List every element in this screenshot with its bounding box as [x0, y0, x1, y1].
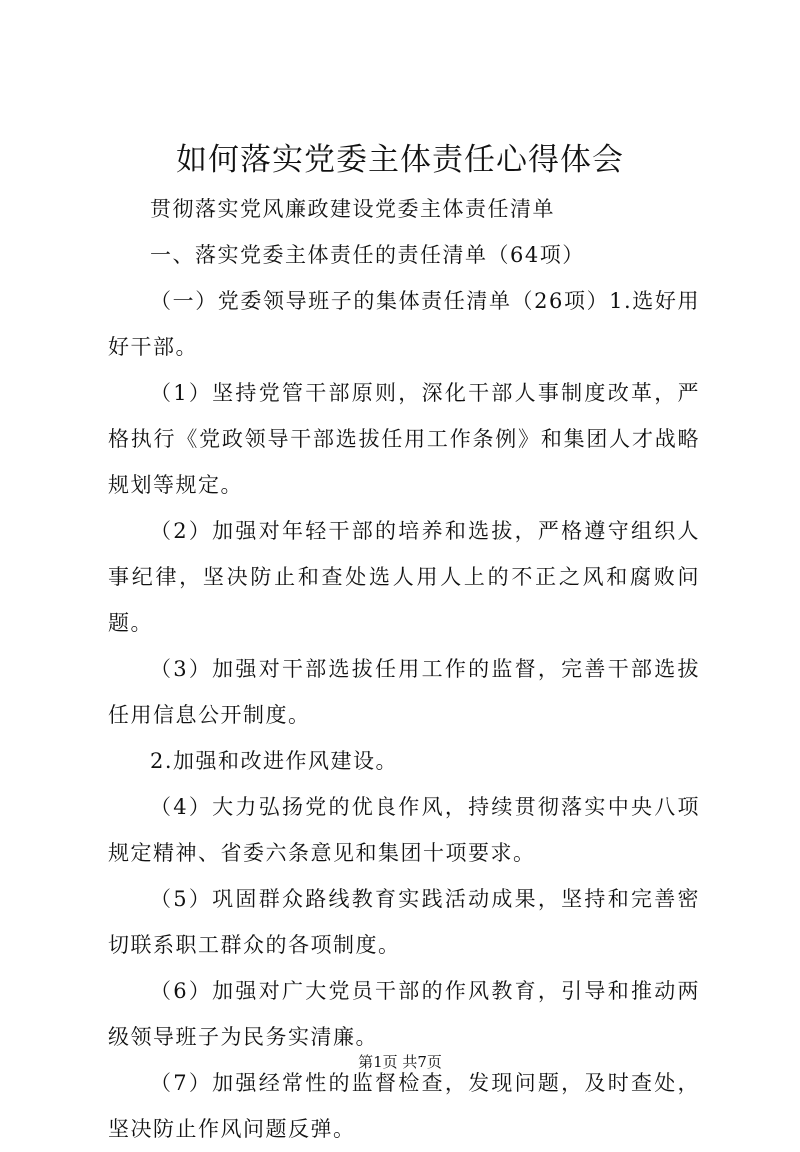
document-body: [108, 186, 700, 1152]
paragraph: （4）大力弘扬党的优良作风，持续贯彻落实中央八项规定精神、省委六条意见和集团十项要求。: [108, 795, 700, 865]
paragraph: （1）坚持党管干部原则，深化干部人事制度改革，严格执行《党政领导干部选拔任用工作条例》和集团人才战略规划等规定。: [108, 381, 700, 497]
paragraph: （5）巩固群众路线教育实践活动成果，坚持和完善密切联系职工群众的各项制度。: [108, 887, 700, 957]
paragraph: 贯彻落实党风廉政建设党委主体责任清单: [150, 197, 555, 221]
paragraph: （7）加强经常性的监督检查，发现问题，及时查处，坚决防止作风问题反弹。: [108, 1071, 700, 1141]
paragraph: （一）党委领导班子的集体责任清单（26项）1.选好用好干部。: [108, 289, 700, 359]
paragraph: （3）加强对干部选拔任用工作的监督，完善干部选拔任用信息公开制度。: [108, 657, 700, 727]
paragraph: （2）加强对年轻干部的培养和选拔，严格遵守组织人事纪律，坚决防止和查处选人用人上的不正之风和腐败问题。: [108, 519, 700, 635]
paragraph: （6）加强对广大党员干部的作风教育，引导和推动两级领导班子为民务实清廉。: [108, 979, 700, 1049]
page-number-footer: 第1页 共7页: [358, 1053, 442, 1071]
paragraph: 2.加强和改进作风建设。: [150, 749, 399, 773]
document-title: 如何落实党委主体责任心得体会: [176, 142, 624, 178]
paragraph: 一、落实党委主体责任的责任清单（64项）: [150, 243, 585, 267]
